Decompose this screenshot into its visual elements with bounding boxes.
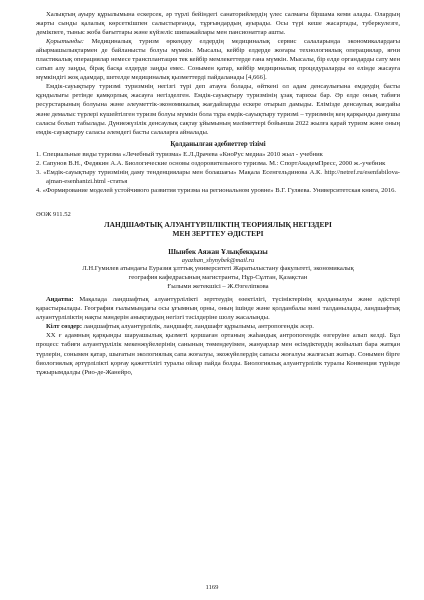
references-list [36, 150, 400, 195]
supervisor: Ғылыми жетекшісі – Ж.Өзгеліпкова [167, 283, 269, 291]
references-title: Қолданылған әдебиеттер тізімі [170, 140, 266, 148]
paragraph-2 [36, 37, 400, 82]
keywords [36, 322, 400, 331]
affiliation-line-1: Л.Н.Гумилев атындағы Еуразия ұлттық университеті Жаратылыстану факультеті, экономикалық [82, 265, 354, 273]
keywords-label: Кілт сөздер: [46, 323, 83, 331]
udc-code: ӘОЖ 911.52 [36, 210, 71, 218]
conclusion-text: Медициналық туризм өркендеу елдердің медициналық сервис салаларында экономикалардағы айырмашылықтармен де байланысты болуы мүмкін. Мысалы, кейбір елдерде жоғары технологиялық операциялар, яғни пластикалық операциялар немесе трансплантация тек кейбір мемлекеттерде ғана мүмкін. Мысалы, бір елде органдарды сату мен сатып алу заңды, бірақ басқа елдерде заңды емес. Сонымен қатар, кейбір медициналық процедураларды өз елінде жасауға мүмкіндігі жоқ адамдар, шетелде медициналық қызметтерді пайдаланады [4,666]. [36, 38, 401, 82]
article-title-line-1: ЛАНДШАФТЫҚ АЛУАНТҮРЛІЛІКТІҢ ТЕОРИЯЛЫҚ НЕГІЗДЕРІ [104, 219, 332, 229]
reference-item: 2. Сапунов В.Н., Федякин А.А. Биологические основы оздоровительного туризма. М.: СпортАкадемПресс, 2000 ж.-учебник [36, 159, 386, 167]
page-number: 1169 [205, 584, 219, 591]
author-name: Шынбек Аяжан Ұлықбекқызы [168, 248, 268, 257]
reference-item: 3. «Емдік-сауықтыру туризмінің даму тенденциялары мен болашағы» Мақала Есенгельдинова А.К. http://netref.ru/esenfabilova-ajman-esenhanizi.html -статья [36, 168, 400, 185]
abstract [36, 295, 400, 322]
conclusion-term: Қорытынды: [46, 38, 84, 46]
reference-item: 4. «Формирование моделей устойчивого развития туризма на региональном уровне» В.Г. Гуляева. Университетская книга, 2016. [36, 186, 397, 194]
keywords-text: ландшафтық алуантүрлілік, ландшафт, ландшафт құрылымы, антропогендік әсер. [82, 323, 314, 331]
affiliation-line-2: география кафедрасының магистранты, Нұр-Сұлтан, Қазақстан [128, 274, 308, 282]
author-email: ayazhan_shynybek@mail.ru [181, 257, 255, 265]
abstract-label: Аңдатпа: [46, 296, 74, 304]
abstract-text: Мақалада ландшафтық алуантүрлілікті зерттеудің өзектілігі, түсініктерінің қолданылуы және әдістері қарастырылады. География ғылымындағы осы ұғымның орны, оның ішінде және қолданбалы мәні талданылады, ландшафтық алуантүрліліктің нақты мәндерін анықтаудың негізгі тәсілдеріне шолу жасалынды. [36, 296, 400, 322]
article-title [36, 220, 400, 239]
body-paragraph-1: XX ғ адамның қарқынды шаруашылық қызметі қоршаған ортаның жаһандық антропогендік өзгеруіне алып келді. Бұл процесс табиғи алуантүрлілік мекенжүйелерінің санының төмендеуімен, жануарлар мен өсімдіктердің жойылып бара жатқан түрлерін, сонымен қатар, шығатын экологиялық сапа жоғалуы, экожүйелердің сапасы жоғалуы жалғасып жатыр. Сонымен бірге биологиялық әртүрлілікті қорғау қажеттілігі туралы ойлар пайда болды. Биологиялық алуантүрлілік туралы Конвенция түрінде тұжырымдалды (Рио-де-Жанейро, [36, 332, 400, 376]
paragraph-1: Халықтың ауыру құрылымына ескерсек, әр түрлі бейіндегі санаторийлердің үлес салмағы біршама кеми алады. Олардың жарты сынды қалалық көрсеткішпен салыстырғанда, тұрғындардың ауырады. Осы түрі кеше жасартады, туберкулезге, демікпеге, тыныс жоба бағыттары және күйзеліс шипажайлары мен пансионаттар ашты. [36, 11, 400, 37]
paragraph-3: Емдік-сауықтыру туризмі туризмнің негізгі түрі деп атауға болады, өйткені ол адам денсаулығына емдеудің басты құндылығы ретінде қамқорлық жасауға негізделген. Емдік-сауықтыру туризмінің ұзақ тарихы бар. Әр елде оның табиғи ресурстарының болуына және әлеуметтік-экономикалық жағдайларды ескере отырып дамыды. Елімізде денсаулық жағдайы және демалыс түрлері күшейтілген туризм болуы мүмкін бола тұра емдік-сауықтыру туризмі – туризмнің кең қарқынды дамушы саласы болып табылады. Дүниежүзілік денсаулық сақтау ұйымының мәліметтері бойынша 2022 жылға қарай туризм және оның емдік-сауықтыру саласы әлемдегі басты салаларға айналады. [36, 83, 400, 136]
reference-item: 1. Специальные виды туризма «Лечебный туризма» Е.Л.Драчева «КноРус медиа» 2010 жыл - учебник [36, 150, 323, 158]
article-title-line-2: МЕН ЗЕРТТЕУ ӘДІСТЕРІ [172, 229, 264, 239]
